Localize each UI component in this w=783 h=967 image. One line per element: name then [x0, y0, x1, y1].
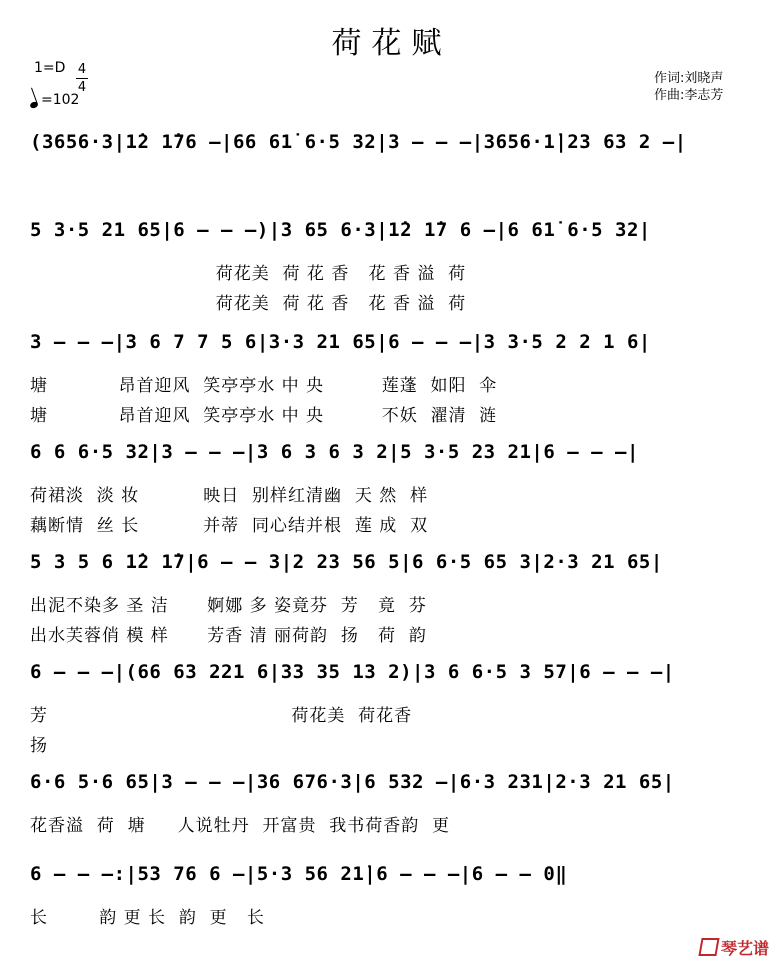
notation-line: 3 – – –|3 6 7 7 5 6|3·3 21 65|6 – – –|3 3·5 2 2 1 6|: [30, 331, 651, 353]
notation-line: 5 3 5 6 1̇2 1̇7|6 – – 3|2 23 56 5|6 6·5 65 3|2·3 21 65|: [30, 551, 663, 573]
lyricist: 作词:刘晓声: [654, 71, 724, 86]
lyric-line: 扬: [30, 736, 48, 756]
lyric-line: 荷花美 荷 花 香 花 香 溢 荷: [30, 294, 467, 314]
score-line-1: [30, 130, 769, 156]
lyric-line: 藕断情 丝 长 并蒂 同心结并根 莲 成 双: [30, 516, 429, 536]
lyric-line: 荷裙淡 淡 妆 映日 别样红清幽 天 然 样: [30, 486, 429, 506]
logo-text: 琴艺谱: [720, 939, 769, 958]
notation-line: 5 3·5 21 65|6 – – –)|3 65 6·3|1̇2 1̇7 6 –|6 61̇ 6·5 32|: [30, 219, 651, 241]
lyric-line: 荷花美 荷 花 香 花 香 溢 荷: [30, 264, 467, 284]
time-signature-bottom: 4: [77, 80, 87, 95]
score-line-3: [30, 330, 769, 356]
lyric-line: 长 韵 更 长 韵 更 长: [30, 908, 265, 928]
notation-line: 6 6 6·5 32|3 – – –|3 6 3 6 3 2|5 3·5 23 21|6 – – –|: [30, 441, 639, 463]
score-line-7: [30, 770, 769, 796]
notation-line: 6 – – –|(66 63 221 6|33 35 13 2)|3 6 6·5 3 57|6 – – –|: [30, 661, 675, 683]
score-line-5: [30, 550, 769, 576]
time-signature-top: 4: [77, 62, 87, 77]
lyric-line: 花香溢 荷 塘 人说牡丹 开富贵 我书荷香韵 更: [30, 816, 451, 836]
score-line-2: [30, 218, 769, 244]
lyric-line: 塘 昂首迎风 笑亭亭水 中 央 莲蓬 如阳 伞: [30, 376, 498, 396]
score-line-6: [30, 660, 769, 686]
site-logo: [700, 936, 769, 959]
key-signature: [34, 60, 65, 76]
score-line-4: [30, 440, 769, 466]
credits: [654, 70, 723, 104]
lyric-line: 塘 昂首迎风 笑亭亭水 中 央 不妖 濯清 涟: [30, 406, 498, 426]
time-signature: [76, 62, 88, 95]
lyric-line: 出泥不染多 圣 洁 婀娜 多 姿竟芬 芳 竟 芬: [30, 596, 427, 616]
time-signature-bar: [76, 78, 88, 79]
notation-line: 6·6 5·6 65|3 – – –|36 676·3|6 532 –|6·3 231|2·3 21 65|: [30, 771, 675, 793]
tempo-value: =102: [41, 92, 80, 108]
quarter-note-icon: [29, 101, 39, 109]
notation-line: 6 – – –:|53 76 6 –|5·3 56 21̇|6 – – –|6 – – 0‖: [30, 863, 568, 885]
lyric-line: 芳 荷花美 荷花香: [30, 706, 413, 726]
score-line-8: [30, 862, 769, 888]
composer: 作曲:李志芳: [654, 88, 724, 103]
key-label: 1=D: [34, 60, 66, 76]
tempo-mark: [30, 92, 79, 108]
song-title: 荷花赋: [331, 26, 452, 61]
notation-line: (3656·3|1̇2 1̇76 –|66 61̇ 6·5 32|3 – – –|3656·1̇|23 63 2 –|: [30, 131, 687, 153]
lyric-line: 出水芙蓉俏 模 样 芳香 清 丽荷韵 扬 荷 韵: [30, 626, 427, 646]
logo-icon: [698, 938, 719, 956]
